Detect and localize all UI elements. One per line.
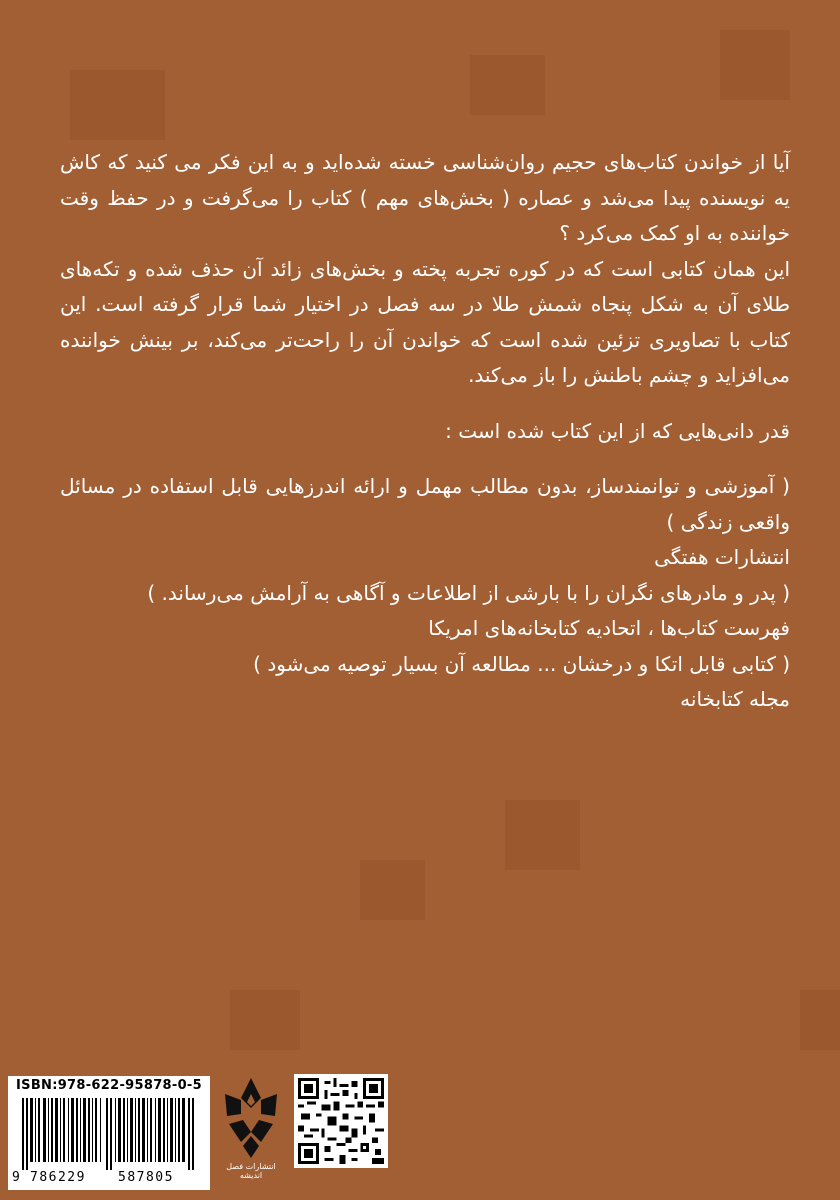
intro-paragraph: آیا از خواندن کتاب‌های حجیم روان‌شناسی خسته شده‌اید و به این فکر می کنید که کاش یه نویسنده پیدا می‌شد و عصاره ( بخش‌های مهم ) کتاب را می‌گرفت و در حفظ وقت خواننده به او کمک می‌کرد ؟ [60, 150, 790, 245]
background-pattern [800, 990, 840, 1050]
publisher-logo [215, 1074, 287, 1192]
barcode-digit-first: 9 [12, 1170, 20, 1185]
background-pattern [230, 990, 300, 1050]
review-quote-2: ( پدر و مادرهای نگران را با بارشی از اطلاعات و آگاهی به آرامش می‌رساند. ) [147, 580, 790, 605]
background-pattern [70, 70, 165, 140]
qr-code[interactable] [294, 1074, 388, 1168]
description-paragraph: این همان کتابی است که در کوره تجربه پخته و بخش‌های زائد آن حذف شده و تکه‌های طلای آن به شکل پنجاه شمش طلا در سه فصل در اختیار شما قرار گرفته است. این کتاب با تصاویری تزئین شده است که خواندن آن را راحت‌تر می‌کند، بر بینش خواننده می‌افزاید و چشم باطنش را باز می‌کند. [60, 256, 790, 387]
isbn-label: ISBN:978-622-95878-0-5 [16, 1078, 202, 1093]
barcode-icon [22, 1098, 196, 1170]
qr-code-icon [298, 1078, 384, 1164]
background-pattern [360, 860, 425, 920]
publisher-star-logo-icon [215, 1074, 287, 1162]
back-cover-text [60, 145, 790, 718]
acknowledgements-heading: قدر دانی‌هایی که از این کتاب شده است : [445, 418, 790, 443]
background-pattern [720, 30, 790, 100]
review-quote-1: ( آموزشی و توانمندساز، بدون مطالب مهمل و ارائه اندرزهایی قابل استفاده در مسائل واقعی زندگی ) [60, 474, 790, 534]
isbn-barcode-box [8, 1076, 210, 1190]
review-quote-3: ( کتابی قابل اتکا و درخشان ... مطالعه آن بسیار توصیه می‌شود ) [253, 651, 790, 676]
barcode-digits-right: 587805 [118, 1170, 174, 1185]
review-source-3: مجله کتابخانه [680, 687, 790, 711]
publisher-name: انتشارات فصل اندیشه [226, 1162, 276, 1180]
review-source-2: فهرست کتاب‌ها ، اتحادیه کتابخانه‌های امریکا [428, 616, 790, 640]
barcode-digits-left: 786229 [30, 1170, 86, 1185]
bottom-bar [0, 1062, 840, 1200]
review-source-1: انتشارات هفتگی [654, 545, 790, 569]
background-pattern [505, 800, 580, 870]
background-pattern [470, 55, 545, 115]
